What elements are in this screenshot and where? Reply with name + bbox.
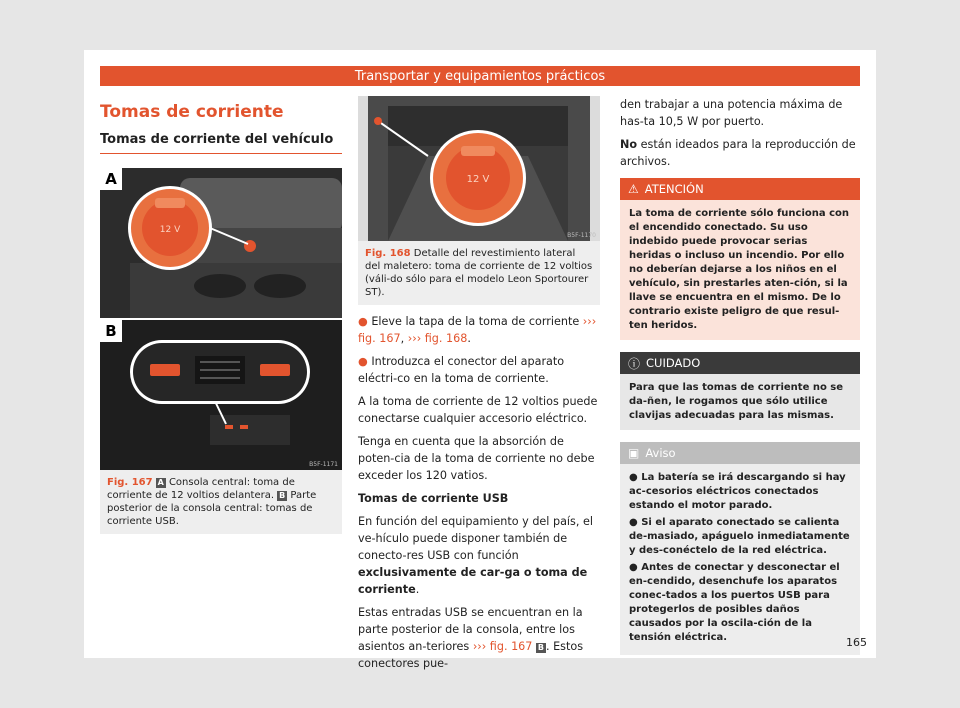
note-bullet: ●	[629, 562, 638, 573]
warning-box	[620, 178, 860, 340]
paragraph-no-playback	[620, 136, 860, 170]
caption-text-168: Detalle del revestimiento lateral del maletero: toma de corriente de 12 voltios (váli-do sólo para el modelo Leon Sportourer ST).	[365, 248, 593, 298]
no-bold: No	[620, 138, 638, 151]
socket-label-12v: 12 V	[159, 225, 181, 235]
no-playback-text: están ideados para la reproducción de archivos.	[620, 138, 856, 168]
column-middle	[358, 96, 600, 678]
instruction-1-text: Eleve la tapa de la toma de corriente	[371, 315, 580, 328]
caption-letter-a: A	[157, 478, 164, 487]
instruction-2-text: Introduzca el conector del aparato eléctri-co en la toma de corriente.	[358, 355, 565, 385]
warning-icon: ⚠	[628, 182, 639, 196]
note-box	[620, 442, 860, 655]
note-item	[629, 471, 851, 513]
bullet-dot: ●	[358, 355, 368, 368]
paragraph-power: Tenga en cuenta que la absorción de poten-cia de la toma de corriente no debe exceder los 120 vatios.	[358, 435, 595, 482]
console-front-illustration	[100, 168, 342, 318]
trunk-socket-label-12v: 12 V	[466, 174, 490, 185]
paragraph-usb-end: .	[415, 583, 420, 596]
note-item-text: La batería se irá descargando si hay ac-cesorios eléctricos conectados estando el motor parado.	[629, 472, 846, 511]
section-subtitle: Tomas de corriente del vehículo	[100, 132, 342, 154]
instruction-1-separator: ,	[400, 332, 405, 345]
note-item	[629, 516, 851, 558]
bullet-dot: ●	[358, 315, 368, 328]
paragraph-location-text: Estas entradas USB se encuentran en la parte posterior de la consola, entre los asientos an-teriores	[358, 606, 583, 653]
warning-body: La toma de corriente sólo funciona con el encendido conectado. Su uso indebido puede provocar serias heridas o incluso un incendio. Por ello no deberían dejarse a los niños en el vehículo, sin prestarles aten-ción, si la llave se encuentra en el mismo. De lo contrario existe peligro de que resul-ten heridos.	[620, 200, 860, 340]
trunk-illustration	[358, 96, 600, 241]
usb-heading: Tomas de corriente USB	[358, 492, 509, 505]
instruction-1-end: .	[467, 332, 471, 345]
caution-box	[620, 352, 860, 430]
note-title: Aviso	[645, 446, 676, 460]
info-circle-icon: ⓘ	[628, 356, 641, 371]
figure-code-168: B5F-1170	[567, 232, 596, 239]
instruction-1	[358, 313, 600, 347]
caption-text-b: Parte posterior de la consola central: tomas de corriente USB.	[107, 490, 317, 527]
figure-number: Fig. 167	[107, 477, 153, 488]
warning-title: ATENCIÓN	[644, 182, 704, 196]
paragraph-usb-location	[358, 604, 600, 672]
console-rear-illustration	[100, 320, 342, 470]
paragraph-usb-bold: exclusivamente de car-ga o toma de corriente	[358, 566, 588, 596]
figure-168	[358, 96, 600, 241]
note-list	[629, 471, 851, 645]
caption-letter-b: B	[279, 491, 286, 500]
note-body	[620, 464, 860, 655]
paragraph-12v: A la toma de corriente de 12 voltios puede conectarse cualquier accesorio eléctrico.	[358, 395, 598, 425]
inline-letter-b: B	[537, 643, 545, 652]
caution-title: CUIDADO	[646, 356, 701, 370]
note-header	[620, 442, 860, 464]
figure-167-a	[100, 168, 342, 318]
column-right	[620, 96, 860, 667]
note-item	[629, 561, 851, 645]
note-bullet: ●	[629, 472, 638, 483]
instruction-2	[358, 353, 600, 387]
section-header-title: Transportar y equipamientos prácticos	[354, 68, 606, 84]
link-fig-167-b[interactable]: ››› fig. 167	[472, 640, 533, 653]
note-item-text: Si el aparato conectado se calienta de-masiado, apáguelo inmediatamente y des-conéctelo de la red eléctrica.	[629, 517, 850, 556]
figure-caption-167	[100, 470, 342, 534]
warning-header	[620, 178, 860, 200]
note-bullet: ●	[629, 517, 638, 528]
link-fig-167[interactable]: ››› fig. 167	[358, 315, 597, 345]
section-header	[100, 66, 860, 86]
paragraph-usb	[358, 513, 600, 598]
figure-caption-168	[358, 241, 600, 305]
figure-letter-a: A	[100, 168, 122, 190]
paragraph-continued: den trabajar a una potencia máxima de has-ta 10,5 W por puerto.	[620, 98, 843, 128]
figure-167-b	[100, 320, 342, 470]
page-number: 165	[846, 636, 867, 649]
column-left	[100, 96, 342, 534]
page-title: Tomas de corriente	[100, 102, 284, 122]
figure-letter-b: B	[100, 320, 122, 342]
note-icon: ▣	[628, 446, 640, 460]
note-item-text: Antes de conectar y desconectar el en-cendido, desenchufe los aparatos conec-tados a los puertos USB para protegerlos de posibles daños causados por la oscila-ción de la tensión eléctrica.	[629, 562, 840, 643]
paragraph-location-end: . Estos conectores pue-	[358, 640, 584, 670]
caption-text-a: Consola central: toma de corriente de 12 voltios delantera.	[107, 477, 295, 501]
caution-body: Para que las tomas de corriente no se da-ñen, le rogamos que sólo utilice clavijas adecuadas para las mismas.	[620, 374, 860, 430]
paragraph-usb-text: En función del equipamiento y del país, el ve-hículo puede disponer también de conecto-res USB con función	[358, 515, 593, 562]
figure-code: B5F-1171	[309, 461, 338, 468]
caution-header	[620, 352, 860, 374]
figure-number-168: Fig. 168	[365, 248, 411, 259]
link-fig-168[interactable]: ››› fig. 168	[407, 332, 468, 345]
